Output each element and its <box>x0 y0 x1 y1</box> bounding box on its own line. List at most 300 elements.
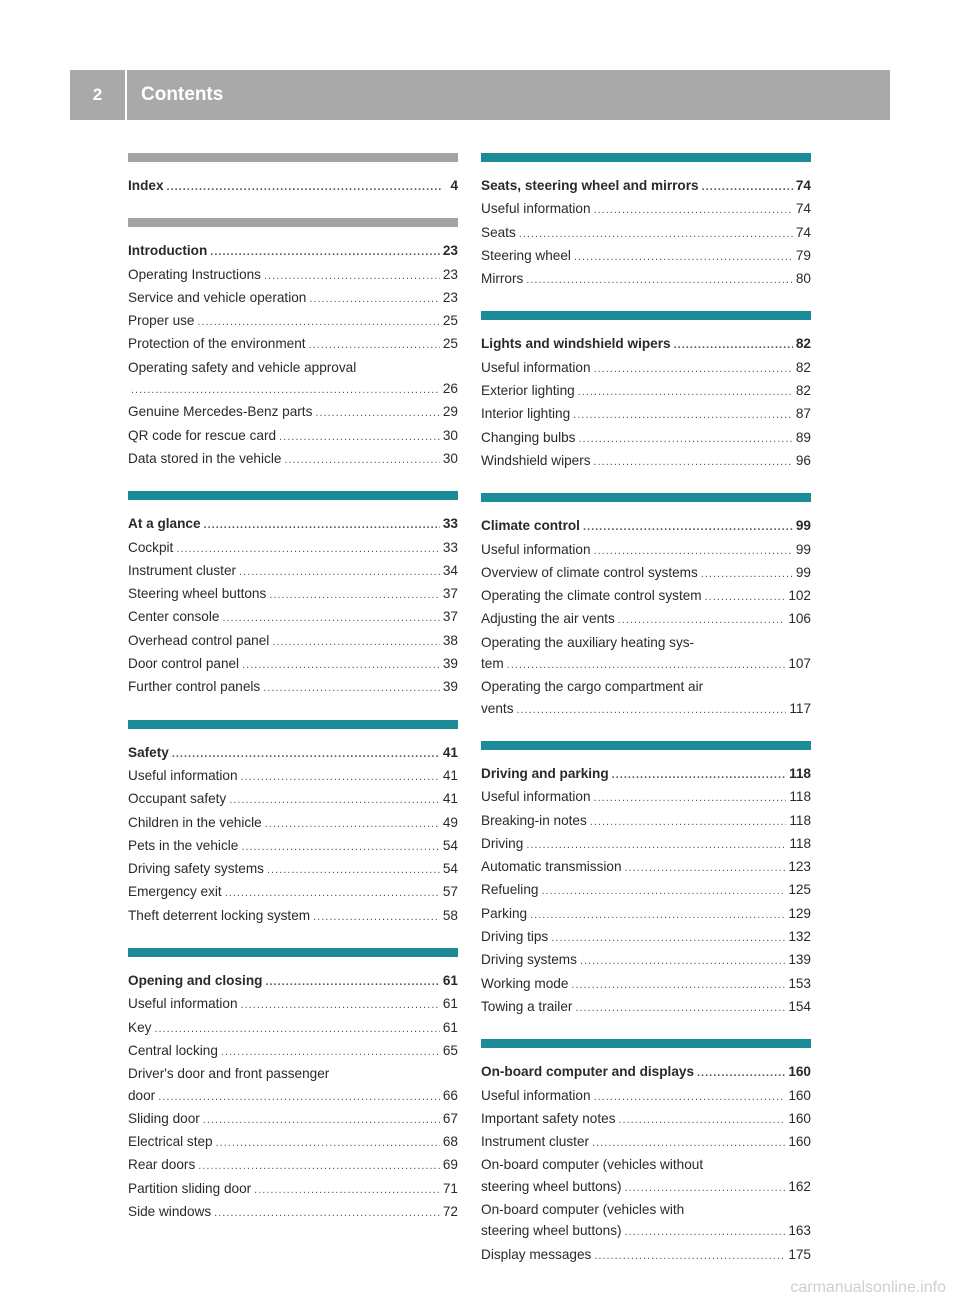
dot-leader <box>697 1063 785 1084</box>
entry-text: Useful information <box>481 789 591 805</box>
dot-leader <box>625 1178 786 1199</box>
toc-entry[interactable] <box>481 949 811 972</box>
toc-entry[interactable] <box>128 1178 458 1201</box>
toc-entry[interactable] <box>128 905 458 928</box>
entry-page: 154 <box>788 998 811 1014</box>
dot-leader <box>265 814 440 835</box>
entry-text: Children in the vehicle <box>128 814 262 830</box>
section-bar <box>481 311 811 320</box>
section-bar <box>481 741 811 750</box>
entry-page: 82 <box>795 359 811 375</box>
dot-leader <box>221 1042 440 1063</box>
toc-entry-line[interactable]: Operating the auxiliary heating sys- <box>481 634 695 650</box>
toc-entry[interactable] <box>128 1154 458 1177</box>
toc-entry[interactable] <box>481 357 811 380</box>
entry-text: Display messages <box>481 1246 592 1262</box>
entry-text: Exterior lighting <box>481 383 575 399</box>
entry-text: Refueling <box>481 882 539 898</box>
entry-text: Useful information <box>128 767 238 783</box>
entry-text: Useful information <box>481 201 591 217</box>
toc-entry[interactable] <box>128 653 458 676</box>
toc-entry[interactable] <box>128 537 458 560</box>
entry-page: 89 <box>795 429 811 445</box>
entry-page: 79 <box>795 247 811 263</box>
dot-leader <box>530 905 785 926</box>
entry-page: 153 <box>788 975 811 991</box>
toc-entry[interactable] <box>128 560 458 583</box>
heading-text: Safety <box>128 744 169 760</box>
section-heading[interactable] <box>481 763 811 786</box>
entry-text: Electrical step <box>128 1134 213 1150</box>
toc-entry[interactable] <box>128 333 458 356</box>
dot-leader <box>241 767 440 788</box>
entry-page: 65 <box>442 1042 458 1058</box>
toc-entry[interactable] <box>481 608 811 631</box>
dot-leader <box>284 450 439 471</box>
entry-text: Partition sliding door <box>128 1180 252 1196</box>
heading-page: 23 <box>442 243 458 259</box>
toc-entry[interactable] <box>128 401 458 424</box>
dot-leader <box>222 608 439 629</box>
entry-text: Side windows <box>128 1203 212 1219</box>
entry-page: 41 <box>442 767 458 783</box>
toc-entry[interactable] <box>481 810 811 833</box>
entry-page: 82 <box>795 383 811 399</box>
toc-entry[interactable] <box>128 1017 458 1040</box>
dot-leader <box>618 610 786 631</box>
entry-page: 67 <box>442 1110 458 1126</box>
heading-page: 82 <box>795 336 811 352</box>
dot-leader <box>225 883 440 904</box>
dot-leader <box>526 270 793 291</box>
entry-page: 129 <box>788 905 811 921</box>
section-heading[interactable] <box>128 240 458 263</box>
dot-leader <box>594 788 787 809</box>
heading-page: 41 <box>442 744 458 760</box>
dot-leader <box>269 585 440 606</box>
toc-entry[interactable] <box>481 1085 811 1108</box>
entry-text-cont: steering wheel buttons) <box>481 1223 622 1239</box>
entry-text: Automatic transmission <box>481 859 622 875</box>
dot-leader <box>583 517 793 538</box>
toc-entry[interactable] <box>128 1131 458 1154</box>
entry-page: 160 <box>788 1087 811 1103</box>
entry-text: Operating Instructions <box>128 266 261 282</box>
entry-page: 57 <box>442 884 458 900</box>
toc-entry[interactable] <box>481 1220 811 1243</box>
toc-section <box>481 1039 811 1267</box>
entry-page: 23 <box>442 289 458 305</box>
watermark: carmanualsonline.info <box>790 1279 946 1296</box>
entry-page: 125 <box>788 882 811 898</box>
dot-leader <box>241 995 440 1016</box>
entry-text: Protection of the environment <box>128 336 306 352</box>
entry-page: 30 <box>442 450 458 466</box>
entry-page: 71 <box>442 1180 458 1196</box>
page-title: Contents <box>141 84 224 105</box>
toc-section <box>128 720 458 928</box>
toc-entry[interactable] <box>481 1176 811 1199</box>
section-bar <box>128 720 458 729</box>
entry-text: Driving <box>481 835 524 851</box>
dot-leader <box>241 837 440 858</box>
dot-leader <box>702 177 793 198</box>
toc-entry[interactable] <box>481 1244 811 1267</box>
toc-entry[interactable] <box>481 562 811 585</box>
section-bar <box>128 491 458 500</box>
dot-leader <box>573 405 793 426</box>
toc-entry[interactable] <box>481 427 811 450</box>
toc-entry[interactable] <box>128 630 458 653</box>
heading-page: 118 <box>789 765 811 781</box>
toc-entry[interactable] <box>128 993 458 1016</box>
entry-text: Useful information <box>481 359 591 375</box>
entry-text-cont: steering wheel buttons) <box>481 1178 622 1194</box>
entry-text: Operating the climate control system <box>481 588 702 604</box>
dot-leader <box>592 1133 785 1154</box>
entry-text: Pets in the vehicle <box>128 837 239 853</box>
entry-text: Overhead control panel <box>128 632 270 648</box>
dot-leader <box>203 1110 440 1131</box>
entry-page: 74 <box>795 201 811 217</box>
dot-leader <box>517 700 787 721</box>
entry-page: 99 <box>795 564 811 580</box>
toc-section <box>481 493 811 721</box>
toc-entry[interactable] <box>128 835 458 858</box>
toc-entry[interactable] <box>128 583 458 606</box>
entry-page: 118 <box>789 835 811 851</box>
dot-leader <box>242 655 440 676</box>
toc-entry-line[interactable]: Driver's door and front passenger <box>128 1066 330 1082</box>
dot-leader <box>272 632 440 653</box>
dot-leader <box>254 1180 440 1201</box>
dot-leader <box>519 224 793 245</box>
dot-leader <box>705 587 786 608</box>
toc-entry[interactable] <box>128 264 458 287</box>
dot-leader <box>674 335 793 356</box>
entry-page: 160 <box>788 1134 811 1150</box>
toc-entry[interactable] <box>128 606 458 629</box>
toc-entry[interactable] <box>481 539 811 562</box>
entry-page: 33 <box>442 539 458 555</box>
dot-leader <box>309 289 440 310</box>
entry-page: 123 <box>788 859 811 875</box>
toc-entry-line[interactable]: On-board computer (vehicles without <box>481 1157 704 1173</box>
dot-leader <box>619 1110 786 1131</box>
entry-page: 80 <box>795 271 811 287</box>
heading-page: 4 <box>450 178 458 193</box>
entry-page: 118 <box>789 789 811 805</box>
dot-leader <box>265 972 439 993</box>
toc-entry[interactable] <box>481 245 811 268</box>
entry-text: Proper use <box>128 313 195 329</box>
dot-leader <box>507 655 786 676</box>
entry-page: 25 <box>442 336 458 352</box>
toc-entry[interactable] <box>481 1108 811 1131</box>
heading-page: 99 <box>795 518 811 534</box>
entry-text: Adjusting the air vents <box>481 611 615 627</box>
dot-leader <box>574 247 793 268</box>
entry-page: 139 <box>788 952 811 968</box>
dot-leader <box>315 403 440 424</box>
entry-page: 49 <box>442 814 458 830</box>
entry-page: 118 <box>789 812 811 828</box>
entry-page: 58 <box>442 907 458 923</box>
entry-text: Parking <box>481 905 528 921</box>
toc-entry[interactable] <box>481 973 811 996</box>
entry-text: Breaking-in notes <box>481 812 587 828</box>
entry-text: Useful information <box>481 1087 591 1103</box>
dot-leader <box>313 907 440 928</box>
toc-section <box>128 491 458 699</box>
entry-text: Key <box>128 1019 152 1035</box>
entry-page: 102 <box>788 588 811 604</box>
heading-text: Introduction <box>128 243 208 259</box>
section-heading[interactable] <box>128 970 458 993</box>
dot-leader <box>158 1087 440 1108</box>
dot-leader <box>625 1222 786 1243</box>
entry-text: Changing bulbs <box>481 429 576 445</box>
dot-leader <box>551 928 785 949</box>
dot-leader <box>580 951 785 972</box>
entry-text-cont: tem <box>481 656 504 672</box>
dot-leader <box>216 1133 440 1154</box>
toc-entry[interactable] <box>481 856 811 879</box>
entry-page: 30 <box>442 427 458 443</box>
heading-page: 61 <box>442 973 458 989</box>
entry-page: 61 <box>442 996 458 1012</box>
dot-leader <box>214 1203 440 1224</box>
entry-text: Overview of climate control systems <box>481 564 698 580</box>
entry-text: Cockpit <box>128 539 174 555</box>
entry-page: 175 <box>788 1246 811 1262</box>
heading-page: 160 <box>788 1064 811 1080</box>
entry-text: Useful information <box>128 996 238 1012</box>
section-heading[interactable] <box>481 1061 811 1084</box>
toc-entry-line[interactable]: Operating the cargo compartment air <box>481 679 704 695</box>
dot-leader <box>198 312 440 333</box>
toc-entry[interactable] <box>481 585 811 608</box>
entry-page: 160 <box>788 1110 811 1126</box>
toc-section <box>481 153 811 291</box>
entry-text: Working mode <box>481 975 569 991</box>
section-bar <box>128 218 458 227</box>
entry-page: 87 <box>795 406 811 422</box>
entry-text: Important safety notes <box>481 1110 616 1126</box>
toc-entry[interactable] <box>481 380 811 403</box>
entry-text: Instrument cluster <box>128 562 237 578</box>
dot-leader <box>594 200 793 221</box>
entry-page: 41 <box>442 791 458 807</box>
toc-entry[interactable] <box>481 222 811 245</box>
dot-leader <box>578 382 793 403</box>
dot-leader <box>267 860 440 881</box>
section-heading[interactable] <box>128 742 458 765</box>
entry-page: 68 <box>442 1134 458 1150</box>
entry-text: Interior lighting <box>481 406 571 422</box>
dot-leader <box>172 744 440 765</box>
toc-entry[interactable] <box>481 268 811 291</box>
dot-leader <box>239 562 440 583</box>
section-bar <box>481 493 811 502</box>
entry-page: 69 <box>442 1157 458 1173</box>
section-heading[interactable] <box>481 515 811 538</box>
entry-text: Service and vehicle operation <box>128 289 307 305</box>
toc-entry[interactable] <box>128 1085 458 1108</box>
entry-page: 54 <box>442 837 458 853</box>
toc-entry[interactable] <box>128 287 458 310</box>
entry-page: 162 <box>788 1178 811 1194</box>
heading-text: Driving and parking <box>481 765 609 781</box>
entry-page: 39 <box>442 656 458 672</box>
dot-leader <box>229 790 440 811</box>
section-bar <box>481 1039 811 1048</box>
entry-text: Driving safety systems <box>128 861 264 877</box>
entry-page: 29 <box>442 404 458 420</box>
dot-leader <box>594 452 793 473</box>
heading-page: 74 <box>795 178 811 193</box>
dot-leader <box>701 564 793 585</box>
heading-page: 33 <box>442 516 458 532</box>
dot-leader <box>154 1019 439 1040</box>
dot-leader <box>167 177 441 198</box>
entry-page: 132 <box>788 929 811 945</box>
section-heading[interactable] <box>128 175 458 198</box>
entry-text: Steering wheel buttons <box>128 586 267 602</box>
entry-text: QR code for rescue card <box>128 427 277 443</box>
entry-page: 34 <box>442 562 458 578</box>
dot-leader <box>264 266 440 287</box>
section-heading[interactable] <box>128 513 458 536</box>
entry-text: Mirrors <box>481 271 524 287</box>
toc-entry[interactable] <box>481 879 811 902</box>
toc-entry[interactable] <box>128 1040 458 1063</box>
dot-leader <box>526 835 786 856</box>
toc-entry[interactable] <box>128 881 458 904</box>
toc-entry[interactable] <box>128 858 458 881</box>
entry-page: 163 <box>788 1223 811 1239</box>
section-bar <box>128 948 458 957</box>
dot-leader <box>578 429 792 450</box>
entry-text: Genuine Mercedes-Benz parts <box>128 404 313 420</box>
entry-text: Occupant safety <box>128 791 227 807</box>
dot-leader <box>198 1156 440 1177</box>
entry-page: 39 <box>442 679 458 695</box>
entry-page: 23 <box>442 266 458 282</box>
toc-entry[interactable] <box>128 812 458 835</box>
entry-text-cont: door <box>128 1087 156 1103</box>
entry-page: 54 <box>442 861 458 877</box>
entry-text: Steering wheel <box>481 247 571 263</box>
dot-leader <box>575 998 785 1019</box>
toc-entry-line[interactable]: Operating safety and vehicle approval <box>128 359 357 375</box>
section-bar <box>128 153 458 162</box>
entry-text: Emergency exit <box>128 884 222 900</box>
entry-text-cont: vents <box>481 700 514 716</box>
toc-section <box>128 948 458 1224</box>
toc-entry[interactable] <box>481 698 811 721</box>
entry-text: Driving tips <box>481 929 549 945</box>
dot-leader <box>594 1087 786 1108</box>
dot-leader <box>541 881 785 902</box>
entry-text: Instrument cluster <box>481 1134 590 1150</box>
toc-entry[interactable] <box>128 676 458 699</box>
toc-entry[interactable] <box>128 310 458 333</box>
toc-section <box>128 218 458 471</box>
entry-text: Center console <box>128 609 220 625</box>
dot-leader <box>309 335 440 356</box>
toc-entry-line[interactable]: On-board computer (vehicles with <box>481 1201 685 1217</box>
dot-leader <box>571 975 785 996</box>
toc-column-right <box>481 153 811 1287</box>
entry-page: 37 <box>442 586 458 602</box>
dot-leader <box>210 242 440 263</box>
entry-page: 107 <box>788 656 811 672</box>
toc-entry[interactable] <box>128 1108 458 1131</box>
toc-entry[interactable] <box>128 425 458 448</box>
toc-entry[interactable] <box>481 926 811 949</box>
dot-leader <box>594 1246 785 1267</box>
entry-page: 26 <box>442 381 458 397</box>
toc-entry[interactable] <box>128 448 458 471</box>
toc-entry[interactable] <box>481 403 811 426</box>
toc-entry[interactable] <box>128 378 458 401</box>
entry-text: Useful information <box>481 541 591 557</box>
toc-entry[interactable] <box>481 833 811 856</box>
toc-entry[interactable] <box>481 996 811 1019</box>
section-bar <box>481 153 811 162</box>
entry-text: Rear doors <box>128 1157 196 1173</box>
entry-page: 96 <box>795 452 811 468</box>
entry-page: 99 <box>795 541 811 557</box>
toc-entry[interactable] <box>481 198 811 221</box>
toc-entry[interactable] <box>481 450 811 473</box>
toc-entry[interactable] <box>481 903 811 926</box>
page-header <box>70 70 890 120</box>
toc-entry[interactable] <box>481 786 811 809</box>
section-heading[interactable] <box>481 175 811 198</box>
toc-entry[interactable] <box>481 653 811 676</box>
heading-text: Climate control <box>481 518 580 534</box>
entry-page: 117 <box>789 700 811 716</box>
dot-leader <box>279 427 440 448</box>
heading-text: Seats, steering wheel and mirrors <box>481 178 699 193</box>
heading-text: Opening and closing <box>128 973 263 989</box>
toc-entry[interactable] <box>128 788 458 811</box>
entry-page: 72 <box>442 1203 458 1219</box>
entry-text: Door control panel <box>128 656 240 672</box>
toc-entry[interactable] <box>128 765 458 788</box>
dot-leader <box>204 515 440 536</box>
entry-page: 38 <box>442 632 458 648</box>
entry-text: Towing a trailer <box>481 998 573 1014</box>
section-heading[interactable] <box>481 333 811 356</box>
entry-page: 74 <box>795 224 811 240</box>
entry-text: Theft deterrent locking system <box>128 907 311 923</box>
heading-text: Index <box>128 178 164 193</box>
dot-leader <box>131 380 440 401</box>
toc-section <box>128 153 458 198</box>
dot-leader <box>594 541 793 562</box>
heading-text: At a glance <box>128 516 201 532</box>
dot-leader <box>263 678 440 699</box>
toc-entry[interactable] <box>481 1131 811 1154</box>
page-number: 2 <box>70 70 127 120</box>
toc-column-left <box>128 153 458 1244</box>
entry-text: Windshield wipers <box>481 452 591 468</box>
toc-section <box>481 741 811 1019</box>
toc-entry[interactable] <box>128 1201 458 1224</box>
